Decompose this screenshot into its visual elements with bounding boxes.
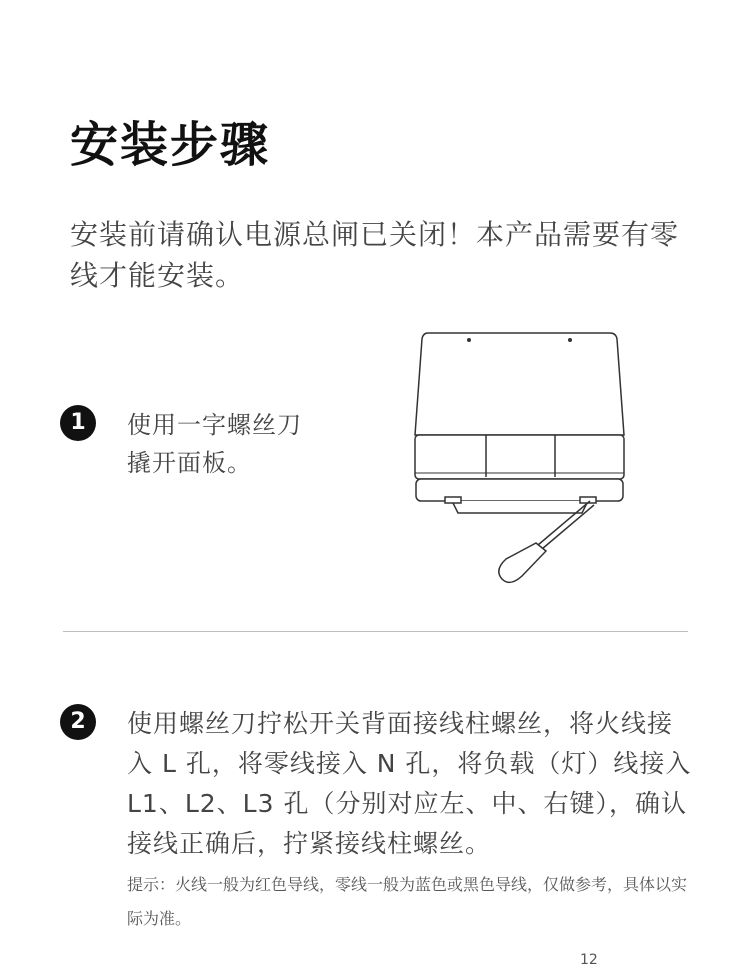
intro-warning: 安装前请确认电源总闸已关闭！本产品需要有零线才能安装。 [70, 218, 680, 292]
step-2-badge: 2 [60, 704, 96, 740]
switch-pry-illustration [410, 325, 635, 590]
step-1-badge: 1 [60, 405, 96, 441]
switch-panel-icon [415, 333, 624, 513]
page-title: 安装步骤 [70, 117, 271, 173]
step-2-text: 使用螺丝刀拧松开关背面接线柱螺丝，将火线接入 L 孔，将零线接入 N 孔，将负载（灯）线接入 L1、L2、L3 孔（分别对应左、中、右键），确认接线正确后，拧紧接线柱螺丝。 [127, 709, 692, 858]
page-number: 12 [580, 952, 598, 968]
wiring-note: 提示：火线一般为红色导线，零线一般为蓝色或黑色导线，仅做参考，具体以实际为准。 [127, 875, 688, 928]
step-1-text [127, 406, 387, 482]
section-divider [63, 631, 688, 632]
step-1-line-1: 使用一字螺丝刀 [127, 411, 302, 439]
step-1-line-2: 撬开面板。 [127, 449, 252, 477]
